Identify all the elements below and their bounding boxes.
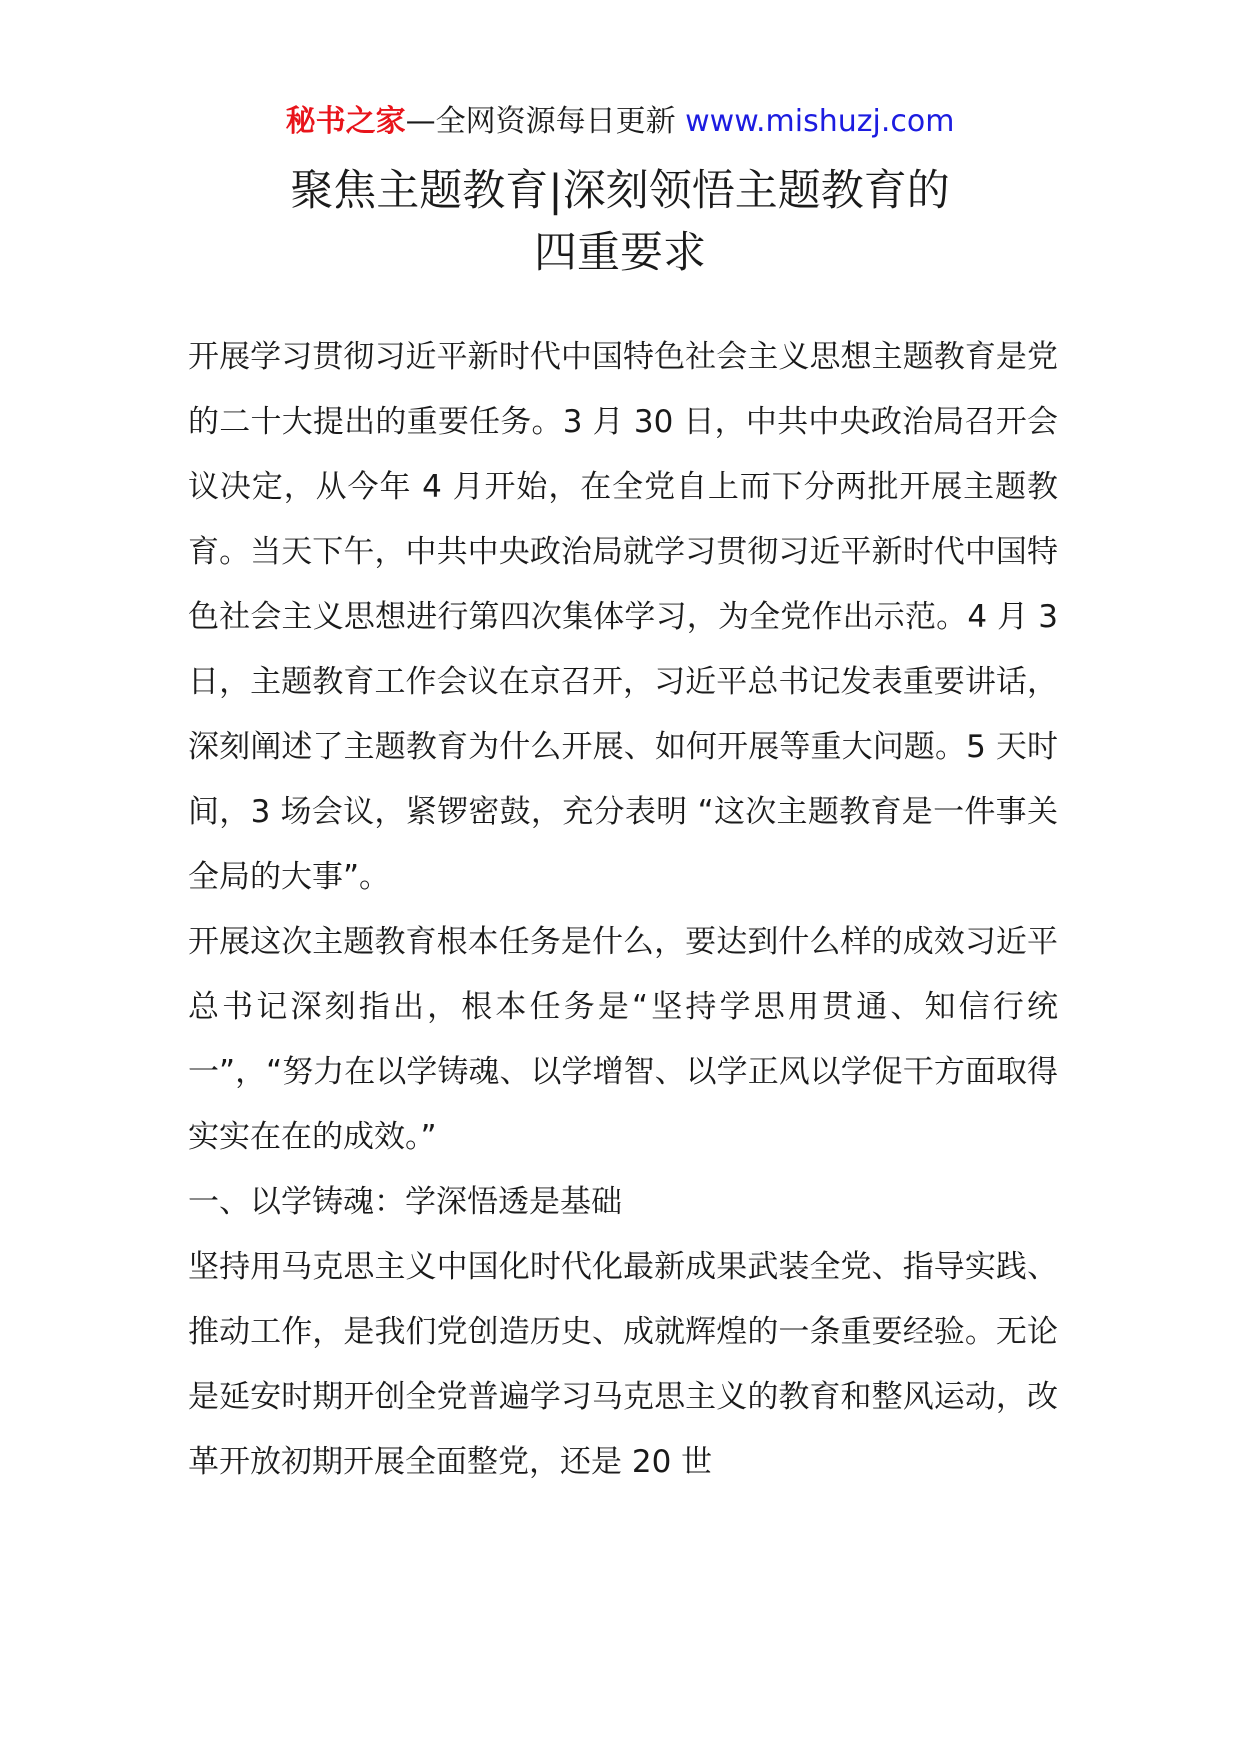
title-line-1: 聚焦主题教育|深刻领悟主题教育的 bbox=[290, 166, 950, 216]
site-slogan: —全网资源每日更新 bbox=[405, 104, 686, 139]
site-url-link[interactable]: www.mishuzj.com bbox=[685, 104, 955, 139]
site-header bbox=[0, 100, 1240, 144]
site-name: 秘书之家 bbox=[285, 104, 406, 139]
paragraph-section-1: 坚持用马克思主义中国化时代化最新成果武装全党、指导实践、推动工作，是我们党创造历史、成就辉煌的一条重要经验。无论是延安时期开创全党普遍学习马克思主义的教育和整风运动，改革开放初期开展全面整党，还是 20 世 bbox=[188, 1249, 1058, 1480]
document-body bbox=[188, 325, 1058, 1495]
document-title bbox=[0, 160, 1240, 284]
paragraph-intro: 开展学习贯彻习近平新时代中国特色社会主义思想主题教育是党的二十大提出的重要任务。3 月 30 日，中共中央政治局召开会议决定，从今年 4 月开始，在全党自上而下分两批开展主题教育。当天下午，中共中央政治局就学习贯彻习近平新时代中国特色社会主义思想进行第四次集体学习，为全党作出示范。4 月 3 日，主题教育工作会议在京召开，习近平总书记发表重要讲话，深刻阐述了主题教育为什么开展、如何开展等重大问题。5 天时间，3 场会议，紧锣密鼓，充分表明 “这次主题教育是一件事关全局的大事”。 bbox=[188, 339, 1058, 895]
paragraph-task: 开展这次主题教育根本任务是什么，要达到什么样的成效习近平总书记深刻指出，根本任务是“坚持学思用贯通、知信行统一”，“努力在以学铸魂、以学增智、以学正风以学促干方面取得实实在在的成效。” bbox=[188, 924, 1058, 1155]
section-heading: 一、以学铸魂：学深悟透是基础 bbox=[188, 1184, 622, 1220]
title-line-2: 四重要求 bbox=[534, 228, 706, 278]
